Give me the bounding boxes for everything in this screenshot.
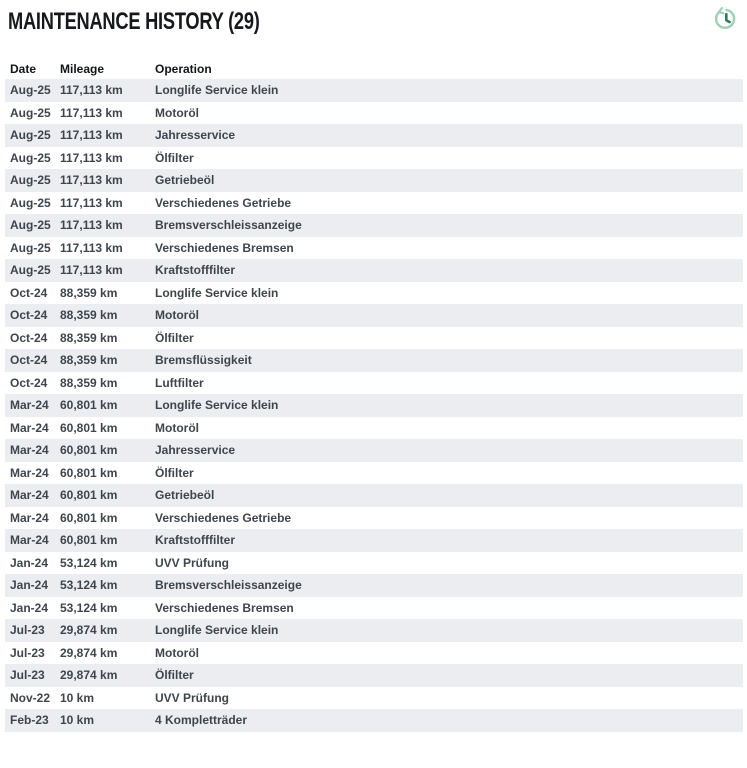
row-mileage: 60,801 km — [60, 465, 118, 480]
table-header-row — [5, 58, 743, 79]
row-mileage: 88,359 km — [60, 353, 118, 368]
row-date: Oct-24 — [10, 375, 48, 390]
row-operation: Kraftstofffilter — [155, 263, 235, 278]
row-mileage: 60,801 km — [60, 420, 118, 435]
row-operation: Verschiedenes Getriebe — [155, 510, 292, 525]
row-operation: Getriebeöl — [155, 173, 215, 188]
row-operation: Kraftstofffilter — [155, 533, 235, 548]
row-operation: Longlife Service klein — [155, 83, 279, 98]
row-date: Mar-24 — [10, 533, 49, 548]
row-date: Oct-24 — [10, 353, 48, 368]
table-row — [5, 79, 743, 102]
row-date: Aug-25 — [10, 240, 51, 255]
row-operation: Motoröl — [155, 105, 199, 120]
row-date: Jan-24 — [10, 578, 49, 593]
page-title: MAINTENANCE HISTORY (29) — [8, 8, 260, 35]
row-mileage: 29,874 km — [60, 623, 118, 638]
row-mileage: 117,113 km — [60, 105, 123, 120]
row-mileage: 29,874 km — [60, 668, 118, 683]
row-operation: UVV Prüfung — [155, 690, 229, 705]
row-mileage: 117,113 km — [60, 128, 123, 143]
row-mileage: 60,801 km — [60, 510, 118, 525]
row-mileage: 88,359 km — [60, 285, 118, 300]
row-mileage: 53,124 km — [60, 600, 118, 615]
row-date: Jul-23 — [10, 668, 45, 683]
row-mileage: 88,359 km — [60, 375, 118, 390]
row-date: Mar-24 — [10, 510, 49, 525]
row-operation: Jahresservice — [155, 128, 236, 143]
row-operation: Ölfilter — [155, 465, 194, 480]
table-row — [5, 214, 743, 237]
row-date: Mar-24 — [10, 488, 49, 503]
table-row — [5, 394, 743, 417]
row-date: Mar-24 — [10, 398, 49, 413]
table-row — [5, 597, 743, 620]
row-date: Jul-23 — [10, 623, 45, 638]
row-mileage: 60,801 km — [60, 533, 118, 548]
row-mileage: 117,113 km — [60, 218, 123, 233]
table-row — [5, 574, 743, 597]
row-date: Oct-24 — [10, 308, 48, 323]
row-mileage: 10 km — [60, 713, 95, 728]
row-date: Aug-25 — [10, 105, 51, 120]
row-operation: 4 Kompletträder — [155, 713, 248, 728]
table-row — [5, 462, 743, 485]
row-operation: Bremsflüssigkeit — [155, 353, 252, 368]
table-row — [5, 372, 743, 395]
table-row — [5, 417, 743, 440]
row-operation: Ölfilter — [155, 150, 194, 165]
table-row — [5, 484, 743, 507]
history-icon[interactable] — [713, 6, 739, 32]
row-operation: Luftfilter — [155, 375, 204, 390]
row-date: Aug-25 — [10, 83, 51, 98]
row-mileage: 60,801 km — [60, 443, 118, 458]
row-date: Aug-25 — [10, 128, 51, 143]
table-row — [5, 282, 743, 305]
row-date: Mar-24 — [10, 420, 49, 435]
row-mileage: 53,124 km — [60, 578, 118, 593]
table-row — [5, 237, 743, 260]
row-operation: UVV Prüfung — [155, 555, 229, 570]
row-date: Aug-25 — [10, 195, 51, 210]
table-row — [5, 124, 743, 147]
row-mileage: 117,113 km — [60, 83, 123, 98]
row-mileage: 60,801 km — [60, 398, 118, 413]
column-header-date: Date — [10, 61, 37, 76]
row-date: Mar-24 — [10, 465, 49, 480]
column-header-mileage: Mileage — [60, 61, 105, 76]
row-operation: Motoröl — [155, 420, 199, 435]
table-row — [5, 619, 743, 642]
table-body — [5, 79, 743, 732]
table-row — [5, 687, 743, 710]
table-row — [5, 529, 743, 552]
row-mileage: 117,113 km — [60, 240, 123, 255]
row-mileage: 117,113 km — [60, 173, 123, 188]
table-row — [5, 709, 743, 732]
table-row — [5, 304, 743, 327]
row-operation: Motoröl — [155, 308, 199, 323]
row-mileage: 29,874 km — [60, 645, 118, 660]
row-operation: Jahresservice — [155, 443, 236, 458]
table-row — [5, 349, 743, 372]
row-mileage: 10 km — [60, 690, 95, 705]
row-date: Nov-22 — [10, 690, 51, 705]
row-operation: Ölfilter — [155, 330, 194, 345]
row-date: Feb-23 — [10, 713, 49, 728]
row-date: Jul-23 — [10, 645, 45, 660]
column-header-operation: Operation — [155, 61, 212, 76]
table-row — [5, 102, 743, 125]
row-mileage: 88,359 km — [60, 330, 118, 345]
row-mileage: 117,113 km — [60, 263, 123, 278]
table-row — [5, 439, 743, 462]
table-row — [5, 664, 743, 687]
row-operation: Ölfilter — [155, 668, 194, 683]
table-row — [5, 507, 743, 530]
row-date: Aug-25 — [10, 218, 51, 233]
row-operation: Motoröl — [155, 645, 199, 660]
row-date: Oct-24 — [10, 330, 48, 345]
row-operation: Getriebeöl — [155, 488, 215, 503]
row-operation: Longlife Service klein — [155, 285, 279, 300]
table-row — [5, 169, 743, 192]
row-operation: Verschiedenes Bremsen — [155, 600, 294, 615]
row-operation: Verschiedenes Bremsen — [155, 240, 294, 255]
table-row — [5, 642, 743, 665]
table-row — [5, 259, 743, 282]
row-operation: Bremsverschleissanzeige — [155, 218, 302, 233]
row-operation: Longlife Service klein — [155, 398, 279, 413]
table-row — [5, 147, 743, 170]
row-date: Oct-24 — [10, 285, 48, 300]
row-mileage: 117,113 km — [60, 150, 123, 165]
table-row — [5, 552, 743, 575]
row-date: Aug-25 — [10, 173, 51, 188]
row-operation: Verschiedenes Getriebe — [155, 195, 292, 210]
table-row — [5, 327, 743, 350]
row-date: Jan-24 — [10, 555, 49, 570]
row-mileage: 60,801 km — [60, 488, 118, 503]
row-mileage: 117,113 km — [60, 195, 123, 210]
table-row — [5, 192, 743, 215]
row-date: Mar-24 — [10, 443, 49, 458]
row-date: Aug-25 — [10, 263, 51, 278]
row-date: Aug-25 — [10, 150, 51, 165]
row-operation: Bremsverschleissanzeige — [155, 578, 302, 593]
row-mileage: 53,124 km — [60, 555, 118, 570]
row-mileage: 88,359 km — [60, 308, 118, 323]
row-date: Jan-24 — [10, 600, 49, 615]
maintenance-table — [5, 58, 743, 732]
row-operation: Longlife Service klein — [155, 623, 279, 638]
